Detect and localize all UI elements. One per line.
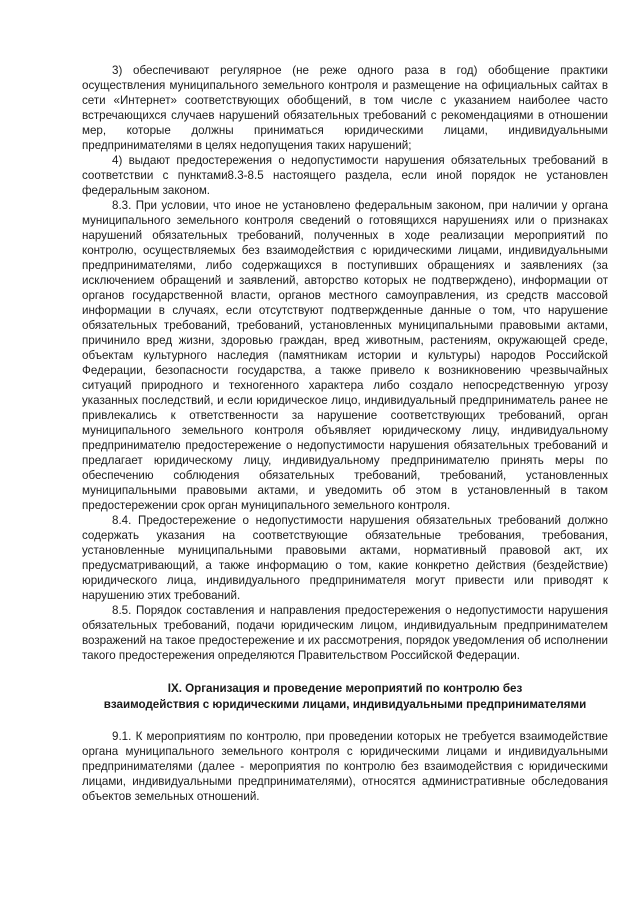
paragraph-9-1: 9.1. К мероприятиям по контролю, при проведении которых не требуется взаимодействие органа муниципального земельного контроля с юридическими лицами и индивидуальными предпринимателями (далее - мероприятия по контролю без взаимодействия с юридическими лицами, индивидуальными предпринимателями), относятся административные обследования объектов земельных отношений. — [82, 730, 608, 803]
document-body — [82, 63, 608, 804]
section-heading-line-2: взаимодействия с юридическими лицами, индивидуальными предпринимателями — [103, 698, 587, 711]
paragraph-8-4: 8.4. Предостережение о недопустимости нарушения обязательных требований должно содержать указания на соответствующие обязательные требования, требования, установленные муниципальными правовыми актами, нормативный правовой акт, их предусматривающий, а также информацию о том, какие конкретно действия (бездействие) юридического лица, индивидуального предпринимателя могут привести или приводят к нарушению этих требований. — [82, 514, 608, 602]
paragraph-8-3: 8.3. При условии, что иное не установлено федеральным законом, при наличии у органа муниципального земельного контроля сведений о готовящихся нарушениях или о признаках нарушений обязательных требований, полученных в ходе реализации мероприятий по контролю, осуществляемых без взаимодействия с юридическими лицами, индивидуальными предпринимателями, либо содержащихся в поступивших обращениях и заявлениях (за исключением обращений и заявлений, авторство которых не подтверждено), информации от органов государственной власти, органов местного самоуправления, из средств массовой информации в случаях, если отсутствуют подтвержденные данные о том, что нарушение обязательных требований, требований, установленных муниципальными правовыми актами, причинило вред жизни, здоровью граждан, вред животным, растениям, окружающей среде, объектам культурного наследия (памятникам истории и культуры) народов Российской Федерации, безопасности государства, а также привело к возникновению чрезвычайных ситуаций природного и техногенного характера либо создало непосредственную угрозу указанных последствий, и если юридическое лицо, индивидуальный предприниматель ранее не привлекались к ответственности за нарушение соответствующих требований, орган муниципального земельного контроля объявляет юридическому лицу, индивидуальному предпринимателю предостережение о недопустимости нарушения обязательных требований и предлагает юридическому лицу, индивидуальному предпринимателю принять меры по обеспечению соблюдения обязательных требований, требований, установленных муниципальными правовыми актами, и уведомить об этом в установленный в таком предостережении срок орган муниципального земельного контроля. — [82, 199, 608, 512]
paragraph-item-4: 4) выдают предостережения о недопустимости нарушения обязательных требований в соответствии с пунктами8.3-8.5 настоящего раздела, если иной порядок не установлен федеральным законом. — [82, 154, 608, 197]
paragraph-8-5: 8.5. Порядок составления и направления предостережения о недопустимости нарушения обязательных требований, подачи юридическим лицом, индивидуальным предпринимателем возражений на такое предостережение и их рассмотрения, порядок уведомления об исполнении такого предостережения определяются Правительством Российской Федерации. — [82, 604, 608, 662]
section-heading-line-1: IX. Организация и проведение мероприятий по контролю без — [167, 682, 523, 695]
section-heading-ix — [82, 681, 608, 713]
paragraph-item-3: 3) обеспечивают регулярное (не реже одного раза в год) обобщение практики осуществления муниципального земельного контроля и размещение на официальных сайтах в сети «Интернет» соответствующих обобщений, в том числе с указанием наиболее часто встречающихся случаев нарушений обязательных требований с рекомендациями в отношении мер, которые должны приниматься юридическими лицами, индивидуальными предпринимателями в целях недопущения таких нарушений; — [82, 64, 608, 152]
